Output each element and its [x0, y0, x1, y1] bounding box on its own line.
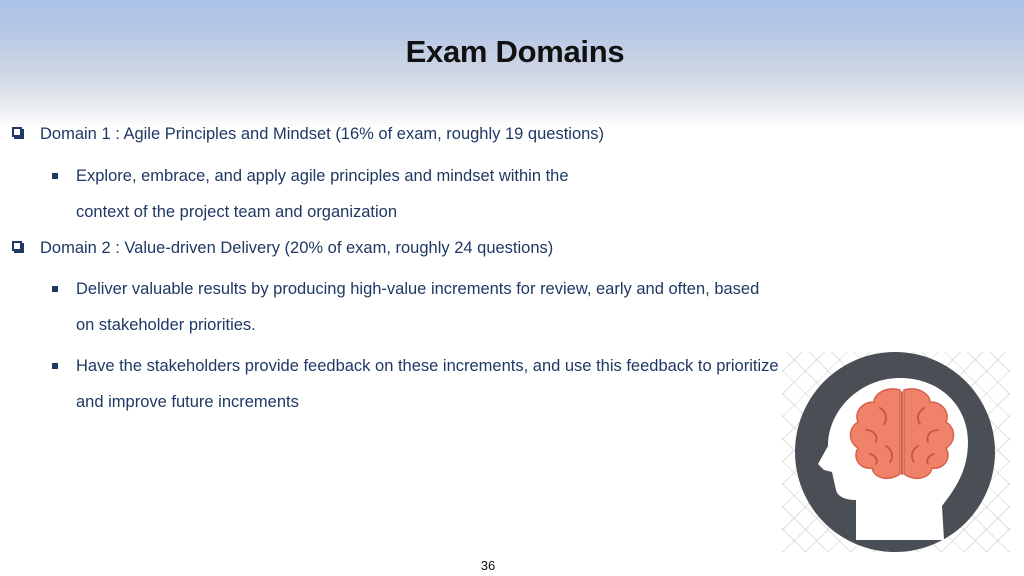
- checkbox-bullet-icon: [12, 127, 22, 137]
- square-bullet-icon: [52, 363, 58, 369]
- domain-heading: Domain 1 : Agile Principles and Mindset (16% of exam, roughly 19 questions): [40, 125, 605, 143]
- head-brain-icon: [782, 350, 1010, 554]
- domain-heading: Domain 2 : Value-driven Delivery (20% of exam, roughly 24 questions): [40, 239, 554, 257]
- page-number: 36: [480, 558, 496, 573]
- square-bullet-icon: [52, 173, 58, 179]
- domain-bullet-text: Have the stakeholders provide feedback on these increments, and use this feedback to prioritize: [76, 357, 779, 375]
- square-bullet-icon: [52, 286, 58, 292]
- checkbox-bullet-icon: [12, 241, 22, 251]
- domain-bullet-text: context of the project team and organization: [76, 203, 398, 221]
- domain-bullet-text: Explore, embrace, and apply agile principles and mindset within the: [76, 167, 569, 185]
- slide-title: Exam Domains: [405, 34, 625, 69]
- domain-bullet-text: on stakeholder priorities.: [76, 316, 256, 334]
- domain-bullet-text: Deliver valuable results by producing high-value increments for review, early and often, based: [76, 280, 760, 298]
- domain-bullet-text: and improve future increments: [76, 393, 299, 411]
